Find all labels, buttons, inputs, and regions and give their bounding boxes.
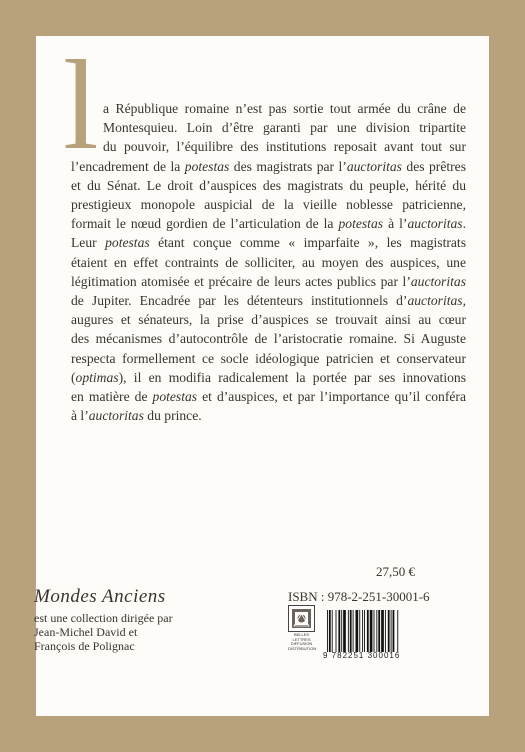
blurb-line [71,406,466,425]
series-desc-line: est une collection dirigée par [34,611,173,625]
text-run: à l’ [71,408,89,424]
text-run: Leur [71,235,106,251]
text-run: formait le nœud gordien de l’articulation de la [71,216,339,232]
italic-term: potestas [105,235,150,251]
blurb-line [71,329,466,348]
text-run: Montesquieu. Loin d’être garanti par une division tripartite [103,120,466,136]
italic-term: auctoritas [407,216,463,232]
series-description [34,611,234,653]
text-run: et d’auspices, et par l’importance qu’il conféra [197,389,466,405]
text-run: prestigieux monopole auspicial de la vieille noblesse patricienne, [71,197,466,213]
blurb-line [71,272,466,291]
italic-term: potestas [184,158,230,174]
series-block [34,586,234,653]
blurb-line [71,176,466,195]
blurb-text [71,99,466,425]
italic-term: potestas [338,216,384,232]
barcode-digits: 9 782251 300016 [323,651,401,660]
series-desc-line: Jean-Michel David et [34,625,138,639]
text-run: du prince. [143,408,202,424]
series-desc-line: François de Polignac [34,639,135,653]
blurb-line [71,195,466,214]
text-run: légitimation atomisée et précaire de leurs actes publics par l’ [71,273,411,289]
text-run: et du Sénat. Le droit d’auspices des magistrats du peuple, hérité du [71,177,466,193]
text-run: a République romaine n’est pas sortie tout armée du crâne de [103,101,466,116]
barcode [325,610,425,652]
italic-term: auctoritas [410,273,466,289]
text-run: du pouvoir, l’équilibre des institutions reposait avant tout sur [103,139,466,155]
text-run: de Jupiter. Encadrée par les détenteurs institutionnels d’ [71,293,408,309]
publisher-logo-text: BELLES LETTRES DIFFUSION DISTRIBUTION [288,632,317,651]
series-title: Mondes Anciens [34,586,166,607]
italic-term: auctoritas [407,293,463,309]
text-run: l’encadrement de la [71,158,185,174]
isbn: ISBN : 978-2-251-30001-6 [288,589,430,604]
blurb-line [71,310,466,329]
blurb-line [71,214,466,233]
text-run: des magistrats par l’ [229,158,347,174]
italic-term: optimas [75,369,119,385]
text-run: ( [71,369,76,385]
price: 27,50 € [376,564,415,579]
blurb-line [71,291,466,310]
text-run: . [462,216,466,232]
text-run: augures et sénateurs, la prise d’auspices se trouvait ainsi au cœur [71,312,466,328]
text-run: en matière de [71,389,153,405]
blurb-line [71,349,466,368]
italic-term: potestas [152,389,198,405]
blurb-line [71,233,466,252]
text-run: étant conçue comme « imparfaite », les magistrats [149,235,466,251]
blurb-line [71,253,466,272]
blurb-line [71,137,466,156]
blurb-line [71,118,466,137]
blurb-line [71,157,466,176]
text-run: étaient en effet contraints de solliciter, au moyen des auspices, une [71,254,466,270]
text-run: respecta formellement ce socle idéologique patricien et conservateur [71,350,466,366]
text-run: des mécanismes d’autocontrôle de l’aristocratie romaine. Si Auguste [71,331,466,347]
blurb-line [71,368,466,387]
blurb-line [71,387,466,406]
publisher-logo-icon [288,605,315,632]
text-run: , [462,293,466,309]
blurb-line [71,99,466,118]
drop-cap: l [63,34,99,176]
italic-term: auctoritas [88,408,144,424]
text-run: des prêtres [401,158,466,174]
text-run: ), il en modifia radicalement la portée par ses innovations [118,369,466,385]
text-run: à l’ [383,216,408,232]
italic-term: auctoritas [346,158,402,174]
publisher-logo [288,605,317,651]
